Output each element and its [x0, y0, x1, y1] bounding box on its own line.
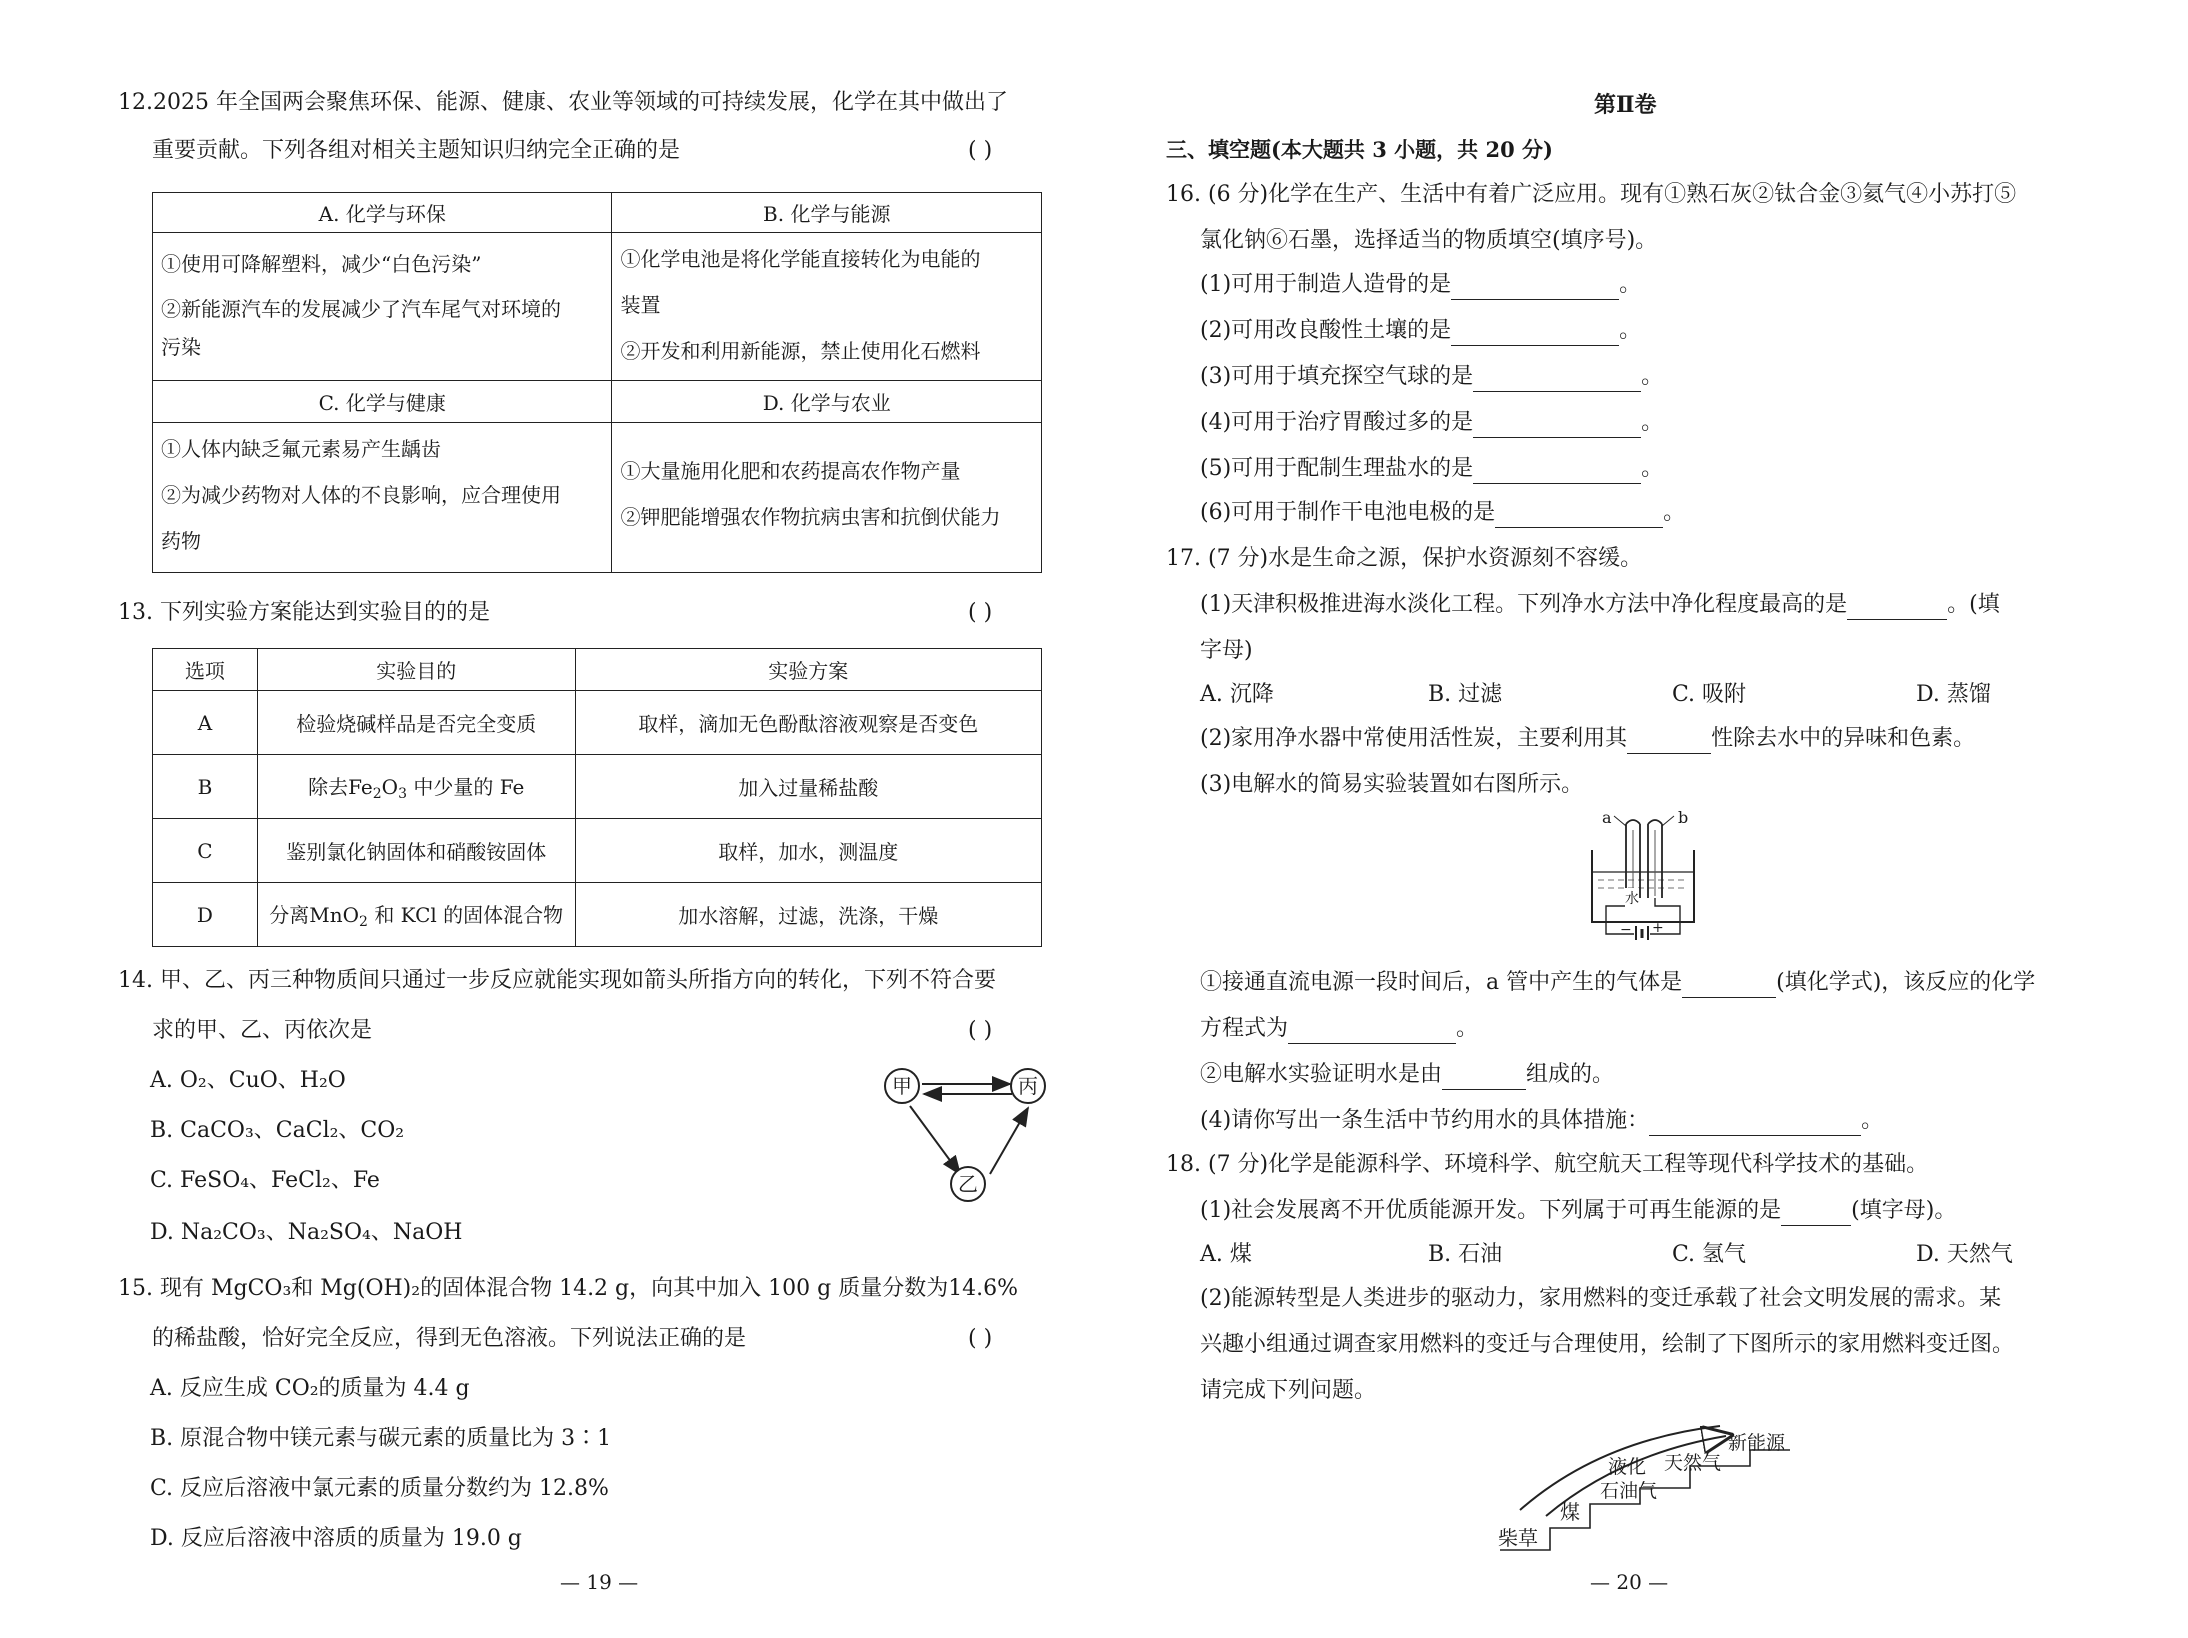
q12-d-item1: ①大量施用化肥和农药提高农作物产量: [620, 459, 961, 483]
q17-option-b: B. 过滤: [1428, 682, 1503, 707]
arrow-yi-to-bing: [990, 1108, 1028, 1174]
q13-row-c-goal: 鉴别氯化钠固体和硝酸铵固体: [257, 819, 575, 883]
q12-cell-d: [612, 423, 1042, 573]
subscript: 3: [398, 786, 407, 802]
section-heading: 三、填空题(本大题共 3 小题，共 20 分): [1166, 137, 1553, 162]
q18-part1-text: (1)社会发展离不开优质能源开发。下列属于可再生能源的是: [1200, 1198, 1782, 1223]
beaker: [1592, 850, 1694, 922]
q15-option-a: A. 反应生成 CO₂的质量为 4.4 g: [150, 1376, 470, 1401]
node-jia: 甲: [884, 1068, 920, 1104]
battery-minus-label: −: [1620, 922, 1632, 938]
table-row: [153, 819, 1042, 883]
q13-header-goal: 实验目的: [257, 649, 575, 691]
answer-blank[interactable]: [1649, 1113, 1861, 1136]
q13-header-plan: 实验方案: [575, 649, 1041, 691]
period: 。: [1663, 500, 1686, 525]
q12-c-item2b: 药物: [161, 529, 201, 553]
q12-b-item2: ②开发和利用新能源，禁止使用化石燃料: [620, 339, 981, 363]
period: 。: [1641, 410, 1664, 435]
q17-option-c: C. 吸附: [1672, 682, 1747, 707]
q13-row-d-goal-text: 和 KCl 的固体混合物: [367, 903, 564, 927]
q17-sub1-text: (填化学式)，该反应的化学: [1776, 970, 2036, 995]
q17-part1-text: (1)天津积极推进海水淡化工程。下列净水方法中净化程度最高的是: [1200, 592, 1848, 617]
answer-blank[interactable]: [1847, 597, 1947, 620]
q16-item-5: [1200, 454, 1663, 484]
q14-stem-line1: 14. 甲、乙、丙三种物质间只通过一步反应就能实现如箭头所指方向的转化，下列不符合要: [118, 968, 996, 993]
tube-b-label: b: [1678, 808, 1689, 827]
q18-part1: [1200, 1196, 1956, 1226]
q13-row-a-plan: 取样，滴加无色酚酞溶液观察是否变色: [575, 691, 1041, 755]
arrow-jia-to-yi: [910, 1106, 960, 1174]
answer-blank[interactable]: [1451, 323, 1619, 346]
q13-row-b-plan: 加入过量稀盐酸: [575, 755, 1041, 819]
q13-row-b-goal-text: 中少量的 Fe: [406, 775, 525, 799]
page-number-right: — 20 —: [1590, 1570, 1669, 1594]
q13-row-c-option: C: [153, 819, 258, 883]
q16-item-text: (1)可用于制造人造骨的是: [1200, 272, 1452, 297]
q15-answer-paren: ( ): [968, 1326, 993, 1351]
q13-row-b-goal: [257, 755, 575, 819]
q13-row-b-option: B: [153, 755, 258, 819]
q12-head-d: D. 化学与农业: [612, 381, 1042, 423]
stair-label-firewood: 柴草: [1498, 1526, 1538, 1550]
q17-part1: [1200, 590, 2000, 620]
q16-stem-line2: 氯化钠⑥石墨，选择适当的物质填空(填序号)。: [1200, 228, 1658, 253]
q16-stem-line1: 16. (6 分)化学在生产、生活中有着广泛应用。现有①熟石灰②钛合金③氦气④小苏打⑤: [1166, 182, 2017, 207]
table-row: [153, 883, 1042, 947]
q12-answer-paren: ( ): [968, 138, 993, 163]
q12-table: [152, 192, 1042, 573]
q13-row-c-plan: 取样，加水，测温度: [575, 819, 1041, 883]
q18-part2-line2: 兴趣小组通过调查家用燃料的变迁与合理使用，绘制了下图所示的家用燃料变迁图。: [1200, 1332, 2015, 1357]
answer-blank[interactable]: [1442, 1067, 1526, 1090]
answer-blank[interactable]: [1682, 975, 1776, 998]
q12-cell-b: [612, 233, 1042, 381]
period: 。: [1861, 1108, 1884, 1133]
stair-label-lpg: 石油气: [1600, 1480, 1658, 1502]
answer-blank[interactable]: [1781, 1203, 1851, 1226]
q13-row-d-plan: 加水溶解，过滤，洗涤，干燥: [575, 883, 1041, 947]
q16-item-2: [1200, 316, 1641, 346]
stair-label-natural-gas: 天然气: [1664, 1452, 1722, 1474]
q12-c-item1: ①人体内缺乏氟元素易产生龋齿: [161, 437, 441, 461]
q13-row-d-goal: [257, 883, 575, 947]
q17-option-d: D. 蒸馏: [1916, 682, 1991, 707]
q12-a-item1: ①使用可降解塑料，减少“白色污染”: [161, 252, 482, 276]
q17-part4-text: (4)请你写出一条生活中节约用水的具体措施：: [1200, 1108, 1650, 1133]
q12-cell-c: [153, 423, 612, 573]
q14-option-a: A. O₂、CuO、H₂O: [150, 1068, 346, 1093]
q17-stem: 17. (7 分)水是生命之源，保护水资源刻不容缓。: [1166, 546, 1643, 571]
answer-blank[interactable]: [1495, 505, 1663, 528]
subscript: 2: [372, 786, 382, 802]
water-label: 水: [1625, 888, 1639, 908]
stair-label-coal: 煤: [1560, 1500, 1580, 1524]
q16-item-3: [1200, 362, 1663, 392]
stair-label-new-energy: 新能源: [1728, 1432, 1786, 1454]
q12-c-item2a: ②为减少药物对人体的不良影响，应合理使用: [161, 483, 561, 507]
q13-row-b-goal-text: O: [381, 775, 399, 799]
q17-part4: [1200, 1106, 1883, 1136]
q16-item-6: [1200, 498, 1685, 528]
period: 。: [1619, 318, 1642, 343]
q17-sub2: [1200, 1060, 1614, 1090]
q13-row-b-goal-text: 除去Fe: [308, 775, 373, 799]
tube-a-label: a: [1602, 808, 1612, 827]
q16-item-1: [1200, 270, 1641, 300]
q15-option-d: D. 反应后溶液中溶质的质量为 19.0 g: [150, 1526, 522, 1551]
q12-a-item2b: 污染: [161, 335, 201, 359]
q17-sub2-text: ②电解水实验证明水是由: [1200, 1062, 1443, 1087]
volume-title: 第Ⅱ卷: [1594, 92, 1657, 118]
q12-head-b: B. 化学与能源: [612, 193, 1042, 233]
q16-item-4: [1200, 408, 1663, 438]
q12-b-item1a: ①化学电池是将化学能直接转化为电能的: [620, 247, 981, 271]
page-number-left: — 19 —: [560, 1570, 639, 1594]
q13-row-d-option: D: [153, 883, 258, 947]
q17-part1-line2: 字母): [1200, 638, 1253, 663]
node-bing: 丙: [1010, 1068, 1046, 1104]
q17-part2-text: (2)家用净水器中常使用活性炭，主要利用其: [1200, 726, 1628, 751]
q12-b-item1b: 装置: [620, 293, 661, 317]
q15-option-c: C. 反应后溶液中氯元素的质量分数约为 12.8%: [150, 1476, 609, 1501]
table-row: [153, 755, 1042, 819]
answer-blank[interactable]: [1288, 1021, 1456, 1044]
q12-stem-line2: 重要贡献。下列各组对相关主题知识归纳完全正确的是: [152, 138, 681, 163]
q18-option-b: B. 石油: [1428, 1242, 1503, 1267]
period: 。: [1456, 1016, 1479, 1041]
q17-part1-end: 。(填: [1947, 592, 2000, 617]
q18-option-c: C. 氢气: [1672, 1242, 1747, 1267]
electrolysis-apparatus-diagram: [1578, 810, 1708, 940]
period: 。: [1619, 272, 1642, 297]
subscript: 2: [359, 914, 368, 930]
period: 。: [1641, 456, 1664, 481]
q13-stem: 13. 下列实验方案能达到实验目的的是: [118, 600, 490, 625]
q14-stem-line2: 求的甲、乙、丙依次是: [152, 1018, 373, 1043]
q18-part2-line3: 请完成下列问题。: [1200, 1378, 1377, 1403]
q12-head-a: A. 化学与环保: [153, 193, 612, 233]
q17-part3: (3)电解水的简易实验装置如右图所示。: [1200, 772, 1584, 797]
node-yi: 乙: [950, 1166, 986, 1202]
table-row: [153, 691, 1042, 755]
q18-stem: 18. (7 分)化学是能源科学、环境科学、航空航天工程等现代科学技术的基础。: [1166, 1152, 1929, 1177]
q13-row-a-goal: 检验烧碱样品是否完全变质: [257, 691, 575, 755]
q13-row-d-goal-text: 分离MnO: [269, 903, 360, 927]
q15-stem-line1: 15. 现有 MgCO₃和 Mg(OH)₂的固体混合物 14.2 g，向其中加入 100 g 质量分数为14.6%: [118, 1276, 1019, 1301]
stair-label-liquefied: 液化: [1608, 1456, 1647, 1478]
q13-header-option: 选项: [153, 649, 258, 691]
q14-option-c: C. FeSO₄、FeCl₂、Fe: [150, 1168, 380, 1193]
q16-item-text: (5)可用于配制生理盐水的是: [1200, 456, 1474, 481]
q14-option-d: D. Na₂CO₃、Na₂SO₄、NaOH: [150, 1220, 463, 1245]
q17-sub1-equation: [1200, 1014, 1478, 1044]
q17-part2: [1200, 724, 1975, 754]
answer-blank[interactable]: [1473, 369, 1641, 392]
q14-option-b: B. CaCO₃、CaCl₂、CO₂: [150, 1118, 405, 1143]
q16-item-text: (4)可用于治疗胃酸过多的是: [1200, 410, 1474, 435]
q18-option-d: D. 天然气: [1916, 1242, 2013, 1267]
q14-answer-paren: ( ): [968, 1018, 993, 1043]
q17-sub1-text: ①接通直流电源一段时间后，a 管中产生的气体是: [1200, 970, 1683, 995]
q13-table: [152, 648, 1042, 947]
q12-d-item2: ②钾肥能增强农作物抗病虫害和抗倒伏能力: [620, 505, 1001, 529]
q12-a-item2a: ②新能源汽车的发展减少了汽车尾气对环境的: [161, 297, 561, 321]
q12-cell-a: [153, 233, 612, 381]
q13-row-a-option: A: [153, 691, 258, 755]
q16-item-text: (6)可用于制作干电池电极的是: [1200, 500, 1496, 525]
period: 。: [1641, 364, 1664, 389]
q16-item-text: (2)可用改良酸性土壤的是: [1200, 318, 1452, 343]
answer-blank[interactable]: [1627, 731, 1711, 754]
q18-part1-text: (填字母)。: [1851, 1198, 1957, 1223]
battery-plus-label: +: [1652, 920, 1664, 936]
q16-item-text: (3)可用于填充探空气球的是: [1200, 364, 1474, 389]
q17-sub1-text: 方程式为: [1200, 1016, 1289, 1041]
q12-stem-line1: 12.2025 年全国两会聚焦环保、能源、健康、农业等领域的可持续发展，化学在其中做出了: [118, 90, 1008, 115]
answer-blank[interactable]: [1451, 277, 1619, 300]
q12-head-c: C. 化学与健康: [153, 381, 612, 423]
answer-blank[interactable]: [1473, 415, 1641, 438]
q18-option-a: A. 煤: [1200, 1242, 1252, 1267]
q17-option-a: A. 沉降: [1200, 682, 1274, 707]
q15-option-b: B. 原混合物中镁元素与碳元素的质量比为 3∶1: [150, 1426, 612, 1451]
q17-sub2-text: 组成的。: [1526, 1062, 1615, 1087]
q15-stem-line2: 的稀盐酸，恰好完全反应，得到无色溶液。下列说法正确的是: [152, 1326, 747, 1351]
q13-answer-paren: ( ): [968, 600, 993, 625]
q17-sub1: [1200, 968, 2035, 998]
q18-part2-line1: (2)能源转型是人类进步的驱动力，家用燃料的变迁承载了社会文明发展的需求。某: [1200, 1286, 2002, 1311]
q17-part2-text: 性除去水中的异味和色素。: [1711, 726, 1976, 751]
answer-blank[interactable]: [1473, 461, 1641, 484]
